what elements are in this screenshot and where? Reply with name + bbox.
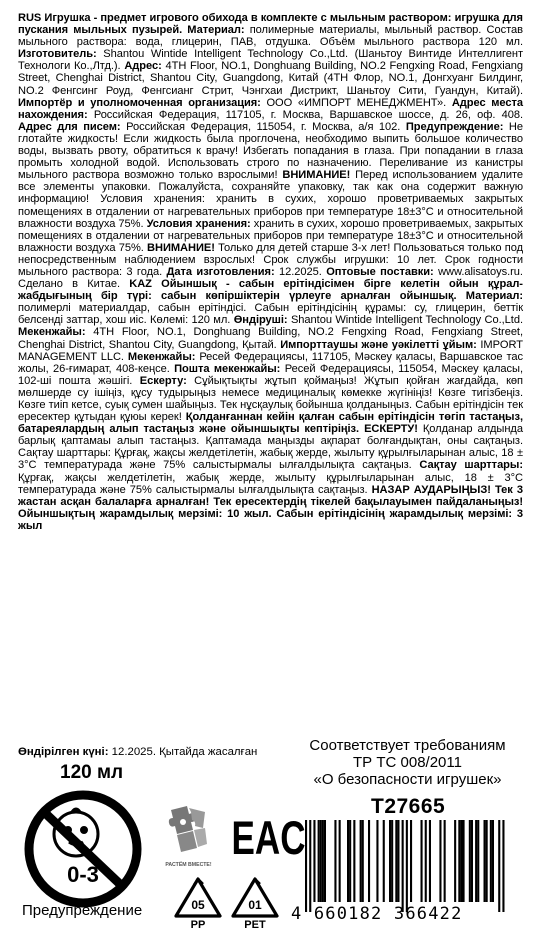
barcode-bar xyxy=(458,820,460,902)
barcode-bar xyxy=(347,820,349,902)
rus-location-label: Адрес места нахождения: xyxy=(18,96,523,121)
production-date xyxy=(18,746,257,758)
recycle-pp-icon xyxy=(172,876,224,930)
barcode-bar xyxy=(322,820,324,902)
rus-importer-label: Импортёр и уполномоченная организация: xyxy=(18,96,261,109)
barcode-bar xyxy=(469,820,471,902)
barcode-bar xyxy=(477,820,479,902)
rus-section xyxy=(18,12,523,532)
rus-attention2-label: ВНИМАНИЕ! xyxy=(147,241,215,254)
barcode-bar xyxy=(410,820,412,902)
age-range-text: 0-3 xyxy=(67,862,99,887)
barcode-bar xyxy=(376,820,378,902)
kaz-warning-label: Ескерту: xyxy=(139,374,187,387)
rus-material-label: Материал: xyxy=(187,24,245,37)
kaz-address-text: 4TH Floor, NO.1, Donghuang Building, NO.2 Fengxing Road, Fengxiang Street, Chenghai District, Shantou City, Guangdong, Қытай. xyxy=(18,326,523,351)
kaz-mail-text: Ресей Федерациясы, 115054, Мәскеу қаласы, 102-ші пошта жәшігі. xyxy=(18,362,523,387)
barcode-bar xyxy=(425,820,427,902)
volume-label: 120 мл xyxy=(60,762,124,783)
kaz-mail-label: Пошта мекенжайы: xyxy=(174,362,281,375)
age-warning-label: Предупреждение xyxy=(22,902,143,919)
barcode-bar xyxy=(463,820,465,902)
barcode-bar xyxy=(498,820,500,912)
growing-logo-text: РАСТЁМ ВМЕСТЕ! xyxy=(165,862,212,868)
rus-importer-text: ООО «ИМПОРТ МЕНЕДЖМЕНТ». xyxy=(266,96,447,109)
label-text-block xyxy=(18,12,523,532)
rus-address-text: 4TH Floor, NO.1, Donghuang Building, NO.2 Fengxing Road, Fengxiang Street, Chenghai District, Shantou City, Guangdong, Китай (4TH Флор, NO.1, Донгхуанг Билдинг, NO.2 Фенгсинг Роуд, Фенгсианг Стрит, Чэнгхаи Дистрикт, Шаньтоу Сити, Гуандун, Китай). xyxy=(18,60,523,97)
rus-attention1-label: ВНИМАНИЕ! xyxy=(282,169,351,182)
barcode-bar xyxy=(454,820,456,902)
ean13-barcode xyxy=(293,820,511,914)
kaz-address-label: Мекенжайы: xyxy=(18,326,86,339)
rus-material-text: полимерные материалы, мыльный раствор. Состав мыльного раствора: вода, глицерин, ПАВ, отдушка. Объём мыльного раствора 120 мл. xyxy=(18,24,523,49)
barcode-digits: 4 660182 366422 xyxy=(291,904,463,924)
barcode-bar xyxy=(391,820,393,902)
kaz-manufacturer-label: Өндіруші: xyxy=(233,314,288,327)
rus-wholesale-label: Оптовые поставки: xyxy=(326,265,434,278)
rus-manufacturer-label: Изготовитель: xyxy=(18,48,97,61)
rus-warning-label: Предупреждение: xyxy=(405,120,504,133)
barcode-bar xyxy=(444,820,446,902)
rus-attention2-text: Только для детей старше 3-х лет! Пользоваться только под непосредственным наблюдением взрослых! Срок службы игрушки: 10 лет. Срок годности мыльного раствора: 3 года. xyxy=(18,241,523,278)
barcode-bar xyxy=(368,820,370,902)
kaz-warning-bold: Қолданғаннан кейін қалған сабын ерітіндісін төгіп тастаңыз, батареялардың алып тастаңыз және ойыншықты кептіріңіз. xyxy=(18,411,523,436)
barcode-bar xyxy=(305,820,307,912)
barcode-bar xyxy=(439,820,441,902)
rus-lang-code: RUS xyxy=(18,12,42,24)
barcode-bar xyxy=(502,820,504,912)
kaz-storage-text: Құрғақ, жақсы желдетілетін, жабық жерде, жылыту құрылғыларынан алыс, 18 ± 3°C температурада және 75% салыстырмалы ылғалдылықта сақтаңыз. xyxy=(18,471,523,496)
kaz-address2-label: Мекенжайы: xyxy=(127,350,196,363)
barcode-bar xyxy=(324,820,326,902)
rus-wholesale-text: www.alisatoys.ru. Сделано в Китае. xyxy=(18,265,523,291)
rus-warning-text: Не глотайте жидкость! Если жидкость была проглочена, необходимо выпить большое количество воды, вызвать рвоту, обратиться к врачу! Избегать попадания в глаза. При попадании в глаза промыть холодной водой. Использовать строго по назначению. Переливание из канистры мыльного раствора возможно только взрослыми! xyxy=(18,120,523,182)
kaz-importer-text: IMPORT MANAGEMENT LLC. xyxy=(18,338,523,363)
barcode-bar xyxy=(353,820,355,902)
kaz-date-text: 12.2025. Қытайда жасалған xyxy=(111,746,258,758)
kaz-importer-label: Импорттаушы және уәкілетті ұйым: xyxy=(280,338,477,351)
barcode-bar xyxy=(475,820,477,902)
barcode-bar xyxy=(320,820,322,902)
barcode-bar xyxy=(395,820,397,902)
recycle-pp-code: 05 xyxy=(191,898,205,912)
kaz-warning-text: Сұйықтықты жұтып қоймаңыз! Жұтып қойған жағдайда, көп мөлшерде су ішіңіз, құсу тудырыңыз немесе медициналық көмекке жүгініңіз! Көзге тигізбеңіз. Көзге тиіп кетсе, суық сумен шайыңыз. Тек нұсқаулық бойынша қолданыңыз. Сабын ерітіндісін тек ересектер құтыдан құюы керек! xyxy=(18,374,523,424)
rus-manufacturer-text: Shantou Wintide Intelligent Technology Co.,Ltd. (Шаньтоу Винтиде Интеллигент Технологи Ко.,Лтд.). xyxy=(18,48,523,73)
barcode-bar xyxy=(309,820,311,912)
kaz-address2-text: Ресей Федерациясы, 117105, Мәскеу қаласы, Варшавское тас жолы, 26-ғимарат, 408-кеңсе. xyxy=(18,350,523,375)
kaz-storage-label: Сақтау шарттары: xyxy=(419,459,523,472)
barcode-bar xyxy=(429,820,431,902)
rus-location-text: Российская Федерация, 117105, г. Москва, Варшавское шоссе, д. 26, оф. 408. xyxy=(93,108,523,121)
barcode-bar xyxy=(383,820,385,902)
kaz-lang-code: KAZ xyxy=(129,278,152,291)
rus-address-label: Адрес: xyxy=(124,60,162,73)
barcode-bar xyxy=(318,820,320,902)
barcode-bar xyxy=(397,820,399,902)
barcode-bar xyxy=(421,820,423,902)
barcode-bar xyxy=(471,820,473,902)
barcode-bar xyxy=(334,820,336,902)
barcode-bar xyxy=(349,820,351,902)
barcode-bar xyxy=(484,820,486,902)
rus-intro: Игрушка - предмет игрового обихода в комплекте с мыльным раствором: игрушка для пускания мыльных пузырей. xyxy=(18,12,523,37)
kaz-attention2-text: Тек 3 жастан асқан балаларға арналған! Тек ересектердің тікелей бақылауымен пайдаланыңыз! Ойыншықтың жарамдылық мерзімі: 10 жыл. Сабын ерітіндісінің жарамдылық мерзімі: 3 жыл xyxy=(18,483,523,532)
barcode-bar xyxy=(492,820,494,902)
rus-storage-text: хранить в сухих, хорошо проветриваемых, закрытых помещениях в отдалении от нагревательных приборов при температуре 18±3°С и относительной влажности воздуха 75%. xyxy=(18,217,523,254)
recycle-pet-label: PET xyxy=(244,919,266,931)
kaz-manufacturer-text: Shantou Wintide Intelligent Technology Co.,Ltd. xyxy=(290,314,523,327)
rus-mail-label: Адрес для писем: xyxy=(18,120,121,133)
recycle-pet-icon xyxy=(229,876,281,930)
age-restriction-icon xyxy=(24,790,142,908)
recycle-pp-label: PP xyxy=(190,919,206,931)
growing-together-logo xyxy=(161,800,216,874)
recycle-pet-code: 01 xyxy=(248,898,262,912)
barcode-bar xyxy=(490,820,492,902)
barcode-bar xyxy=(486,820,488,902)
rus-storage-label: Условия хранения: xyxy=(146,217,251,230)
rus-attention1-text: Перед использованием удалите все элементы упаковки. Пожалуйста, сохраняйте упаковку, так как она содержит важную информацию! Условия хранения: хранить в сухих, хорошо проветриваемых закрытых помещениях в отдалении от нагревательных приборов при температуре 18±3°С и относительной влажности воздуха 75%. xyxy=(18,169,523,230)
barcode-bar xyxy=(362,820,364,902)
kaz-date-label: Өндірілген күні: xyxy=(18,746,109,758)
rus-mail-text: Российская Федерация, 115054, г. Москва, а/я 102. xyxy=(126,120,401,133)
kaz-material-label: Материал: xyxy=(465,290,523,303)
barcode-bar xyxy=(406,820,408,912)
barcode-bar xyxy=(339,820,341,902)
rus-date-text: 12.2025. xyxy=(279,265,322,278)
compliance-line-2: ТР ТС 008/2011 xyxy=(353,754,462,771)
kaz-intro: Ойыншық - сабын ерітіндісімен бірге келетін ойын құрал-жабдығының бір түрі: сабын көпіршіктерін үрлеуге арналған ойыншық. xyxy=(18,278,523,303)
compliance-line-3: «О безопасности игрушек» xyxy=(313,771,502,788)
barcode-bar xyxy=(313,820,315,902)
barcode-bar xyxy=(460,820,462,902)
compliance-statement xyxy=(290,737,525,788)
barcode-bar xyxy=(360,820,362,902)
puzzle-icon xyxy=(169,806,207,852)
rus-date-label: Дата изготовления: xyxy=(166,265,275,278)
kaz-material-text: полимерлі материалдар, сабын ерітіндісі. Сабын ерітіндісінің құрамы: су, глицерин, беттік белсенді заттар, хош иіс. Көлемі: 120 мл. xyxy=(18,302,523,327)
barcode-bar xyxy=(402,820,404,912)
article-number: T27665 xyxy=(371,795,446,818)
kaz-attention1-label: ЕСКЕРТУ! xyxy=(364,423,418,436)
kaz-attention2-label: НАЗАР АУДАРЫҢЫЗ! xyxy=(371,483,491,496)
kaz-attention1-text: Қолданар алдында барлық қаптамаы алып тастаңыз. Қаптамада маңызды ақпарат болғандықтан, оны сақтаңыз. Сақтау шарттары: Құрғақ, жақсы желдетілетін, жабық жерде, жылыту құрылғыларынан алыс, 18 ± 3°C температурада және 75% салыстырмалы ылғалдылықта сақтаңыз. xyxy=(18,423,523,472)
barcode-bar xyxy=(389,820,391,902)
compliance-line-1: Соответствует требованиям xyxy=(309,737,506,754)
eac-mark-text: EAC xyxy=(231,811,306,864)
